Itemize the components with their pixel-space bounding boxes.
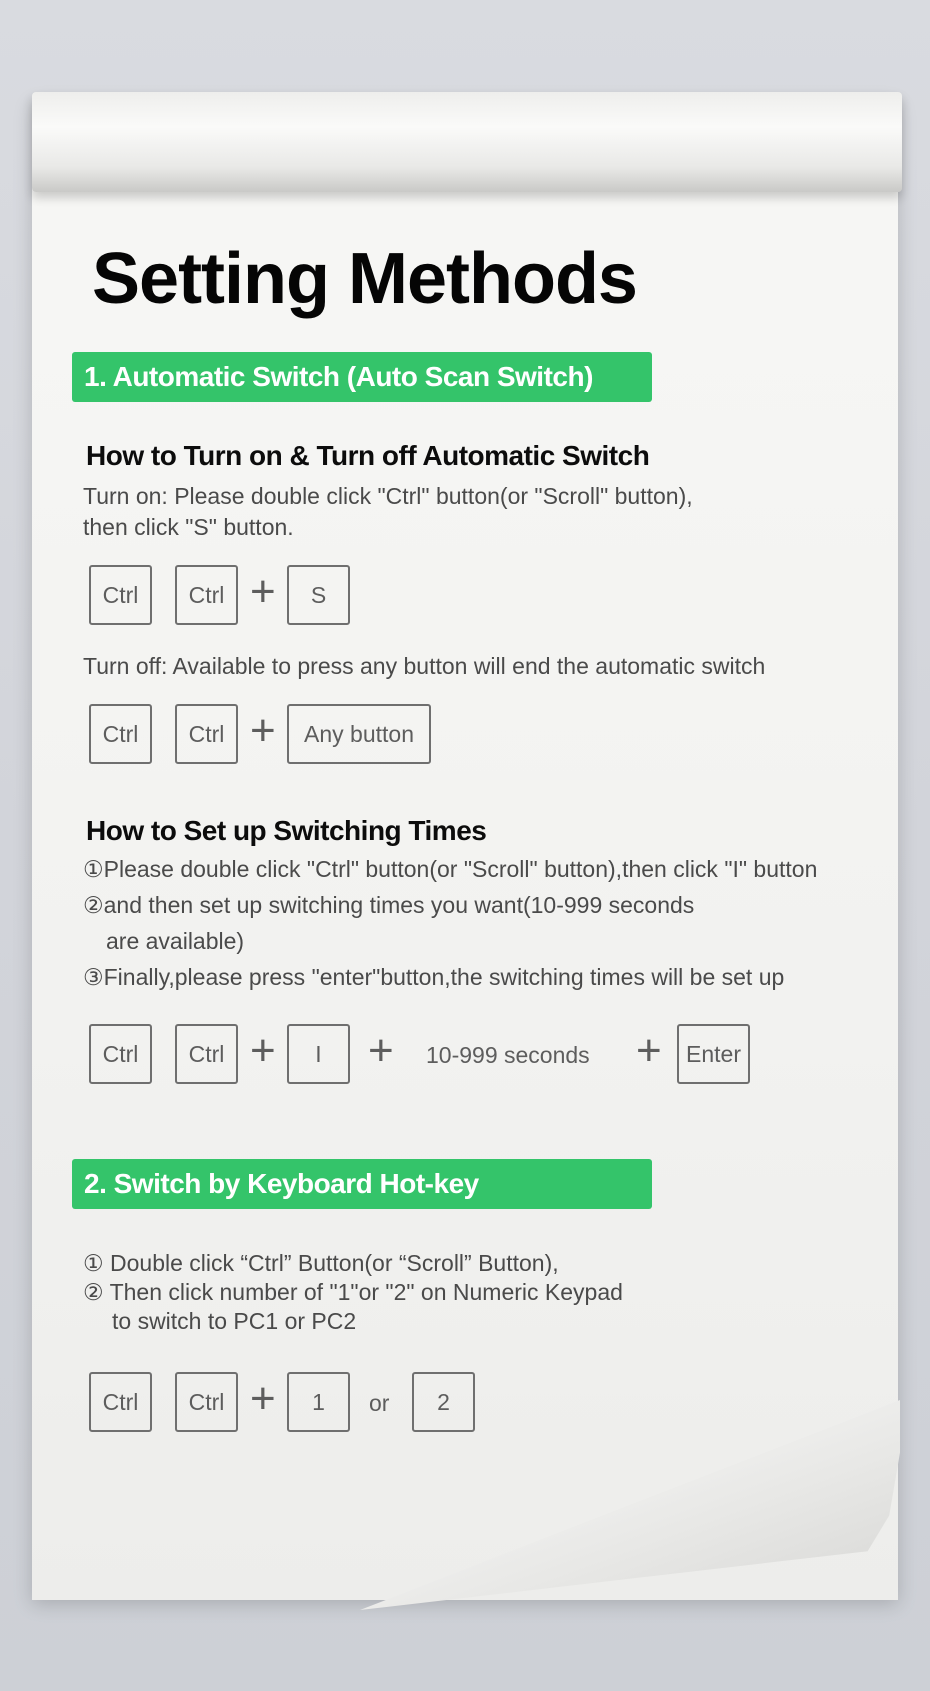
- seconds-range: 10-999 seconds: [426, 1042, 590, 1068]
- section-2-header: 2. Switch by Keyboard Hot-key: [72, 1159, 652, 1209]
- turn-on-off-heading: How to Turn on & Turn off Automatic Switch: [86, 440, 650, 471]
- key-any-button: Any button: [287, 704, 431, 764]
- hotkey-step-1: ① Double click “Ctrl” Button(or “Scroll” Button),: [83, 1250, 559, 1276]
- key-i: I: [287, 1024, 350, 1084]
- key-ctrl: Ctrl: [89, 1024, 152, 1084]
- turn-off-text: Turn off: Available to press any button will end the automatic switch: [83, 653, 766, 679]
- plus-sign: +: [250, 567, 276, 616]
- key-ctrl: Ctrl: [175, 704, 238, 764]
- key-ctrl: Ctrl: [175, 1024, 238, 1084]
- turn-on-line2: then click "S" button.: [83, 514, 294, 540]
- key-2: 2: [412, 1372, 475, 1432]
- switching-step-3: ③Finally,please press "enter"button,the switching times will be set up: [83, 964, 785, 990]
- switching-times-heading: How to Set up Switching Times: [86, 815, 487, 846]
- paper-roll: [32, 92, 902, 192]
- switching-step-2: ②and then set up switching times you want(10-999 seconds: [83, 892, 695, 918]
- plus-sign: +: [636, 1026, 662, 1075]
- key-1: 1: [287, 1372, 350, 1432]
- key-s: S: [287, 565, 350, 625]
- plus-sign: +: [368, 1026, 394, 1075]
- switching-step-1: ①Please double click "Ctrl" button(or "Scroll" button),then click "I" button: [83, 856, 818, 882]
- key-ctrl: Ctrl: [89, 1372, 152, 1432]
- key-ctrl: Ctrl: [89, 565, 152, 625]
- section-1-header: 1. Automatic Switch (Auto Scan Switch): [72, 352, 652, 402]
- or-text: or: [369, 1390, 390, 1416]
- key-enter: Enter: [677, 1024, 750, 1084]
- plus-sign: +: [250, 1026, 276, 1075]
- key-ctrl: Ctrl: [175, 1372, 238, 1432]
- key-ctrl: Ctrl: [89, 704, 152, 764]
- switching-step-2-cont: are available): [106, 928, 245, 954]
- page-title: Setting Methods: [92, 239, 637, 319]
- hotkey-step-2-cont: to switch to PC1 or PC2: [112, 1308, 357, 1334]
- hotkey-step-2: ② Then click number of "1"or "2" on Numeric Keypad: [83, 1279, 623, 1305]
- turn-on-line1: Turn on: Please double click "Ctrl" button(or "Scroll" button),: [83, 483, 693, 509]
- key-ctrl: Ctrl: [175, 565, 238, 625]
- plus-sign: +: [250, 706, 276, 755]
- plus-sign: +: [250, 1374, 276, 1423]
